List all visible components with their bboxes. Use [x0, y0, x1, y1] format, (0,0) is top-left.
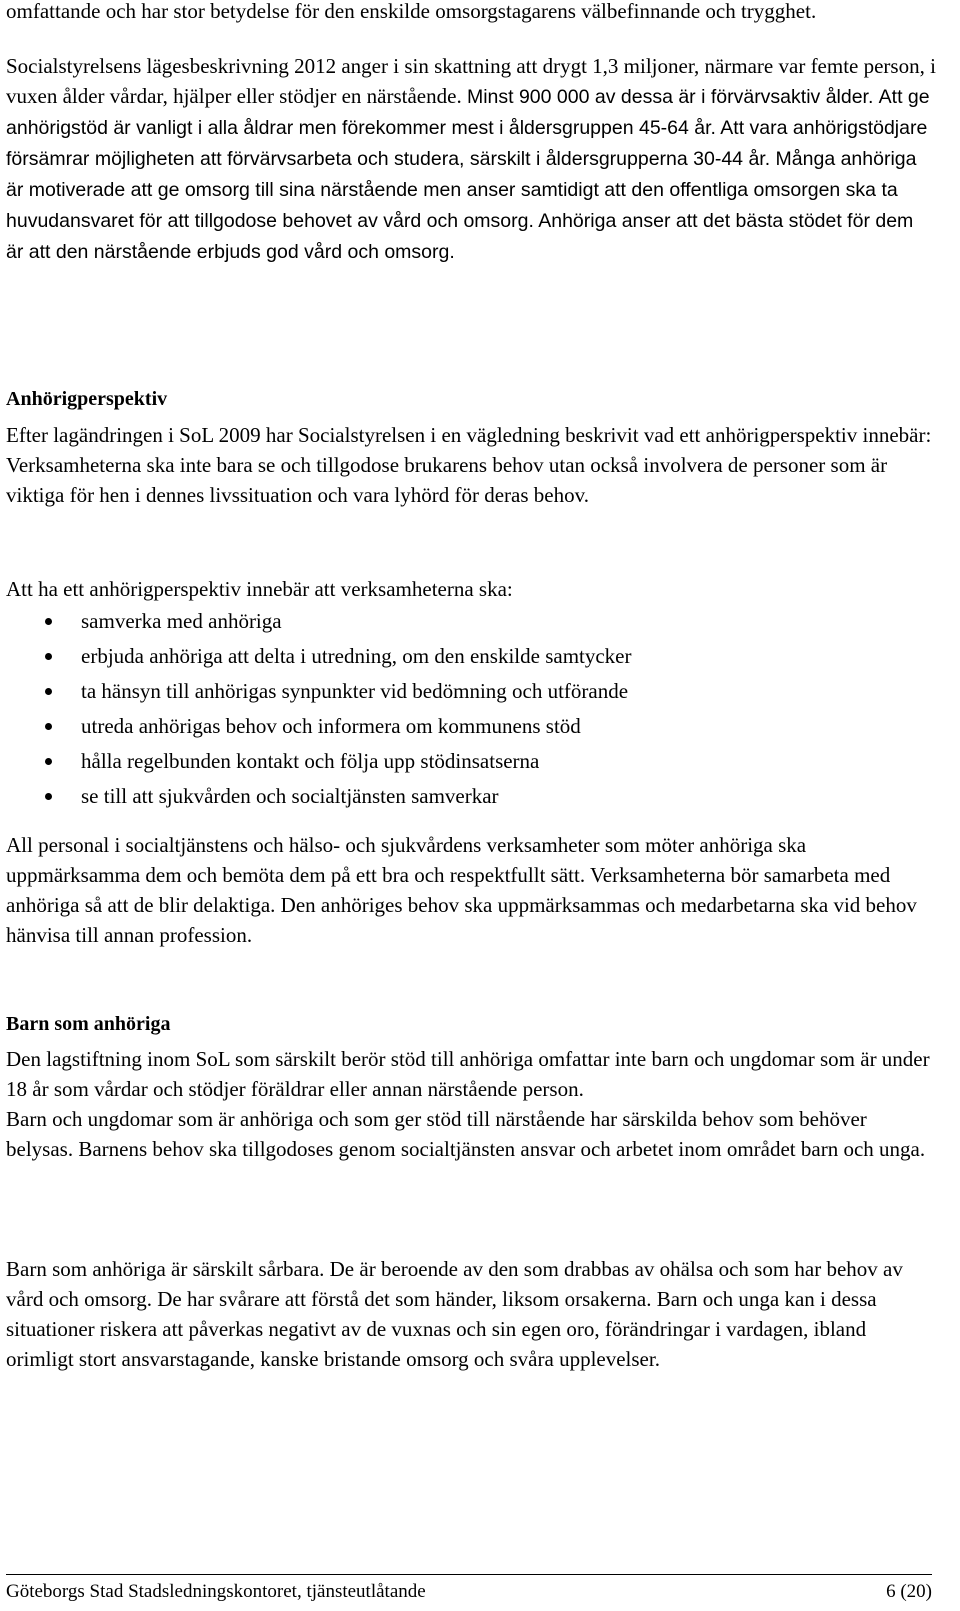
section-anhorigperspektiv: [6, 384, 936, 510]
list-item: utreda anhörigas behov och informera om kommunens stöd: [6, 709, 936, 744]
list-item: erbjuda anhöriga att delta i utredning, om den enskilde samtycker: [6, 639, 936, 674]
list-item: se till att sjukvården och socialtjänsten samverkar: [6, 779, 936, 814]
list-item: ta hänsyn till anhörigas synpunkter vid bedömning och utförande: [6, 674, 936, 709]
bullet-icon: [45, 618, 52, 625]
paragraph-lagstiftning: Den lagstiftning inom SoL som särskilt berör stöd till anhöriga omfattar inte barn och ungdomar som är under 18 år som vårdar och stödjer föräldrar eller annan närstående person.: [6, 1047, 930, 1101]
section-personal: [6, 830, 936, 950]
page-footer: [6, 1574, 932, 1606]
text-forvarvsaktiv: Minst 900 000 av dessa är i förvärvsaktiv ålder.: [466, 86, 874, 108]
footer-organization: Göteborgs Stad Stadsledningskontoret, tjänsteutlåtande: [6, 1581, 426, 1602]
footer-page-number: 6 (20): [886, 1581, 932, 1602]
heading-barn-som-anhoriga: Barn som anhöriga: [6, 1013, 171, 1035]
bullet-icon: [45, 723, 52, 730]
list-intro: Att ha ett anhörigperspektiv innebär att verksamheterna ska:: [6, 577, 513, 601]
section-barn-som-anhoriga: [6, 1009, 936, 1164]
paragraph-verksamheterna: Verksamheterna ska inte bara se och tillgodose brukarens behov utan också involvera de personer som är viktiga för hen i dennes livssituation och vara lyhörd för deras behov.: [6, 453, 888, 507]
heading-anhorigperspektiv: Anhörigperspektiv: [6, 388, 168, 410]
text-anhorigstod-statistik: Att ge anhörigstöd är vanligt i alla åldrar men förekommer mest i åldersgruppen 45-64 år. Att vara anhörigstödjare försämrar möjligheten att förvärvsarbeta och studera, särskilt i åldersgrupperna 30-44 år. Många anhöriga är motiverade att ge omsorg till sina närstående men anser samtidigt att den offentliga omsorgen ska ta huvudansvaret för att tillgodose behovet av vård och omsorg. Anhöriga anser att det bästa stödet för dem är att den närstående erbjuds god vård och omsorg.: [6, 86, 930, 263]
paragraph-omfattande: omfattande och har stor betydelse för den enskilde omsorgstagarens välbefinnande och trygghet.: [6, 0, 817, 23]
bullet-list: [6, 604, 936, 814]
list-item: hålla regelbunden kontakt och följa upp stödinsatserna: [6, 744, 936, 779]
paragraph-barn-ungdomar: Barn och ungdomar som är anhöriga och som ger stöd till närstående har särskilda behov som behöver belysas. Barnens behov ska tillgodoses genom socialtjänsten ansvar och arbetet inom området barn och unga.: [6, 1107, 926, 1161]
text-lagesbeskrivning-serif: Socialstyrelsens lägesbeskrivning 2012 anger i sin skattning att drygt 1,3 miljoner, närmare var femte person, i vuxen ålder vårdar, hjälper eller stödjer en närstående.: [6, 54, 936, 108]
intro-section: [6, 0, 936, 267]
paragraph-lagandringen: Efter lagändringen i SoL 2009 har Socialstyrelsen i en vägledning beskrivit vad ett anhörigperspektiv innebär:: [6, 423, 932, 447]
section-list: [6, 574, 936, 814]
bullet-icon: [45, 758, 52, 765]
list-item: samverka med anhöriga: [6, 604, 936, 639]
paragraph-barn-sarbara: Barn som anhöriga är särskilt sårbara. De är beroende av den som drabbas av ohälsa och som har behov av vård och omsorg. De har svårare att förstå det som händer, liksom orsakerna. Barn och unga kan i dessa situationer riskera att påverkas negativt av de vuxnas och sin egen oro, förändringar i vardagen, ibland orimligt stort ansvarstagande, kanske bristande omsorg och svåra upplevelser.: [6, 1257, 903, 1371]
section-barn-sarbara: [6, 1254, 936, 1374]
paragraph-personal: All personal i socialtjänstens och hälso- och sjukvårdens verksamheter som möter anhöriga ska uppmärksamma dem och bemöta dem på ett bra och respektfullt sätt. Verksamheterna bör samarbeta med anhöriga så att de blir delaktiga. Den anhöriges behov ska uppmärksammas och medarbetarna ska vid behov hänvisa till annan profession.: [6, 833, 917, 947]
paragraph-lagesbeskrivning: [6, 51, 936, 267]
bullet-icon: [45, 653, 52, 660]
bullet-icon: [45, 793, 52, 800]
bullet-icon: [45, 688, 52, 695]
